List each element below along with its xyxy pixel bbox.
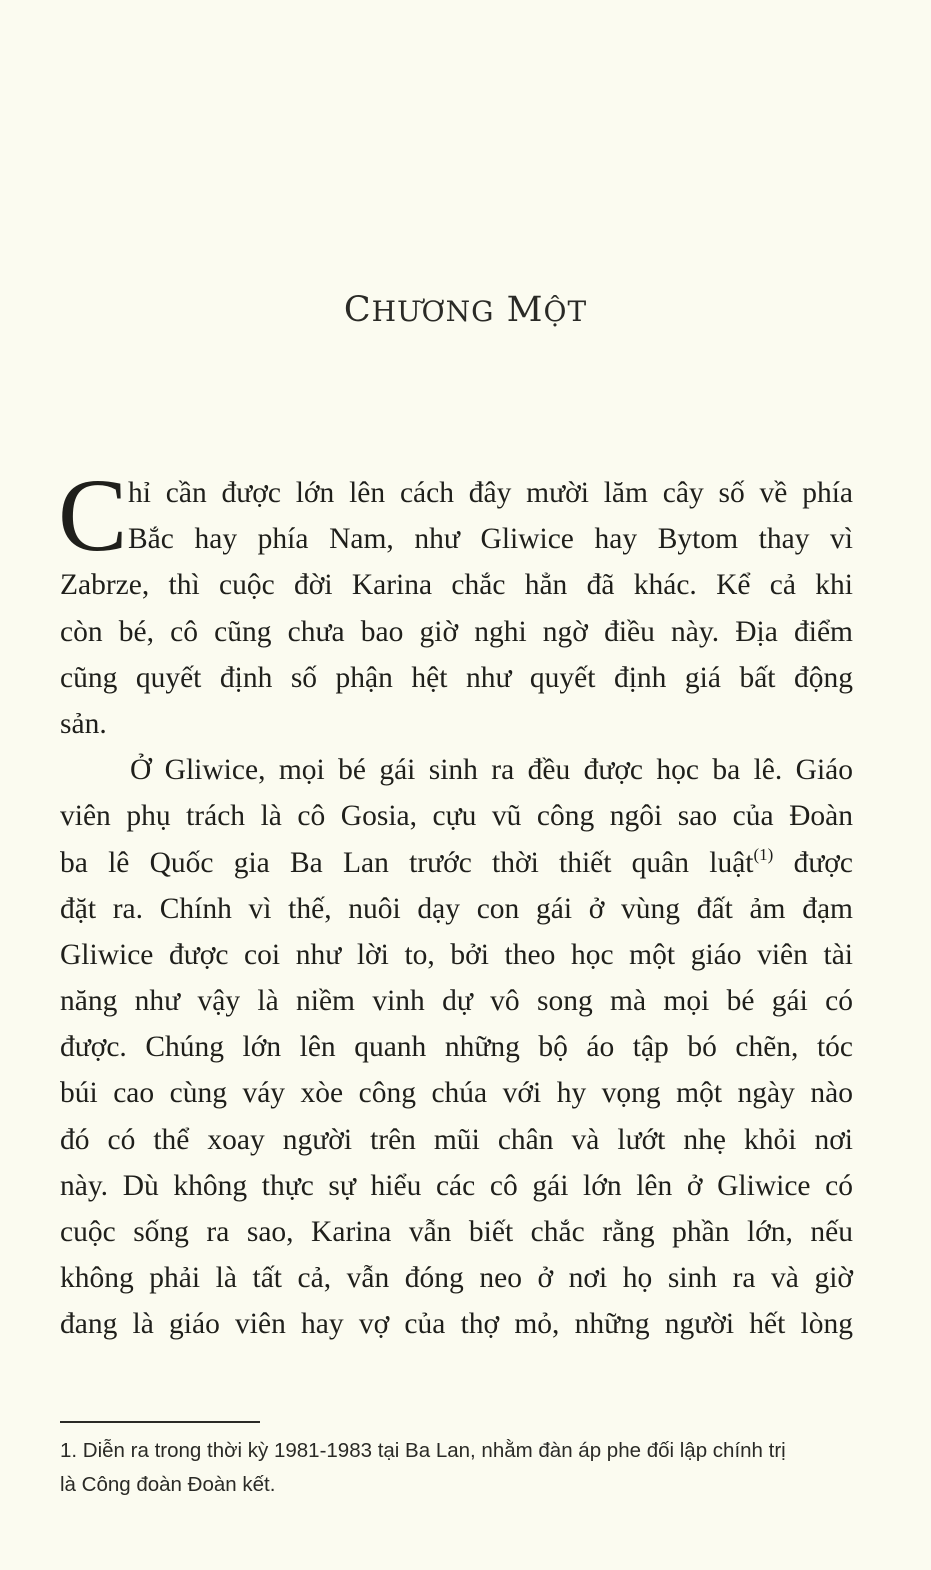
body-line: đặt ra. Chính vì thế, nuôi dạy con gái ở vùng đất ảm đạm: [60, 892, 853, 925]
chapter-title-rest-2: ỘT: [543, 295, 588, 328]
body-text: [58, 458, 853, 1348]
body-line-text: được: [793, 846, 853, 879]
body-line: đang là giáo viên hay vợ của thợ mỏ, những người hết lòng: [60, 1308, 853, 1341]
body-line: không phải là tất cả, vẫn đóng neo ở nơi họ sinh ra và giờ: [60, 1262, 853, 1295]
body-line: còn bé, cô cũng chưa bao giờ nghi ngờ điều này. Địa điểm: [60, 615, 853, 648]
body-line: năng như vậy là niềm vinh dự vô song mà mọi bé gái có: [60, 985, 853, 1018]
footnote-divider: [60, 1421, 260, 1423]
chapter-title-rest-1: HƯƠNG: [371, 295, 495, 328]
chapter-title-initial-1: C: [343, 290, 372, 330]
body-line: Ở Gliwice, mọi bé gái sinh ra đều được học ba lê. Giáo: [130, 754, 853, 787]
chapter-title: [0, 290, 931, 330]
footnote-reference: (1): [753, 844, 774, 864]
body-line: viên phụ trách là cô Gosia, cựu vũ công ngôi sao của Đoàn: [60, 800, 853, 833]
body-line: được. Chúng lớn lên quanh những bộ áo tập bó chẽn, tóc: [60, 1031, 853, 1064]
footnote: [60, 1434, 853, 1502]
body-line: hỉ cần được lớn lên cách đây mười lăm cây số về phía: [128, 477, 853, 509]
body-line: cũng quyết định số phận hệt như quyết định giá bất động: [60, 661, 853, 694]
body-line: búi cao cùng váy xòe công chúa với hy vọng một ngày nào: [60, 1077, 853, 1110]
drop-cap: C: [58, 458, 128, 573]
body-line: Bắc hay phía Nam, như Gliwice hay Bytom thay vì: [128, 523, 853, 556]
body-line: sản.: [60, 707, 107, 740]
body-line-with-footnote: [60, 840, 853, 886]
footnote-line: 1. Diễn ra trong thời kỳ 1981-1983 tại Ba Lan, nhằm đàn áp phe đối lập chính trị: [60, 1439, 786, 1462]
chapter-title-initial-2: M: [506, 290, 544, 330]
body-line-text: ba lê Quốc gia Ba Lan trước thời thiết quân luật: [60, 846, 754, 879]
body-line: Zabrze, thì cuộc đời Karina chắc hẳn đã khác. Kể cả khi: [60, 569, 853, 602]
body-line: cuộc sống ra sao, Karina vẫn biết chắc rằng phần lớn, nếu: [60, 1216, 853, 1248]
body-line: đó có thể xoay người trên mũi chân và lướt nhẹ khỏi nơi: [60, 1123, 853, 1156]
body-line: này. Dù không thực sự hiểu các cô gái lớn lên ở Gliwice có: [60, 1169, 853, 1202]
footnote-line: là Công đoàn Đoàn kết.: [60, 1473, 276, 1496]
body-line: Gliwice được coi như lời to, bởi theo học một giáo viên tài: [60, 938, 853, 971]
